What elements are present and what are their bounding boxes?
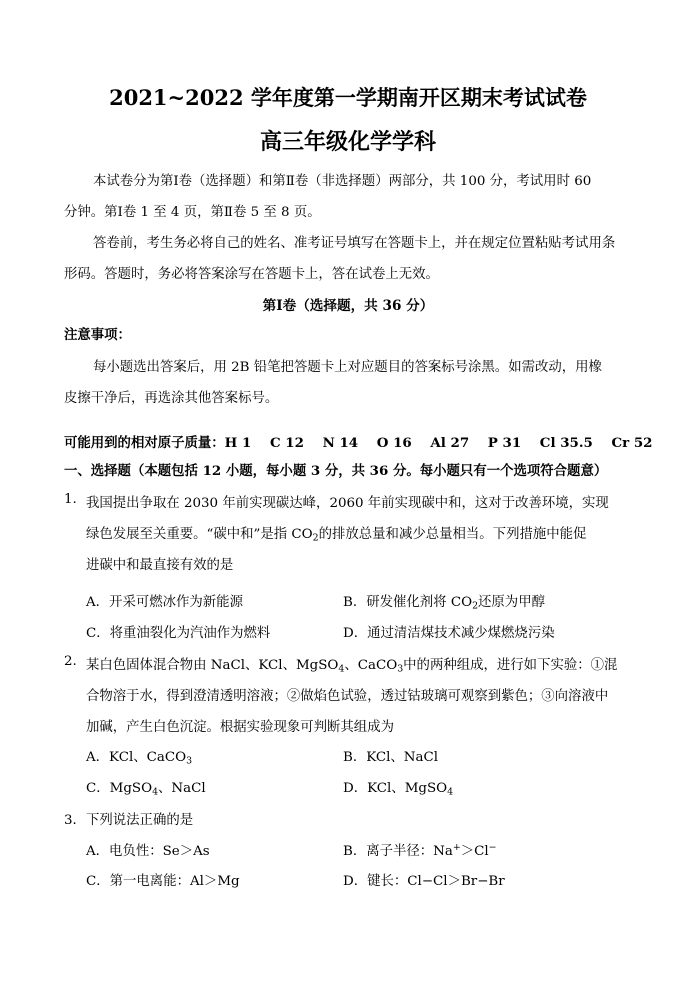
q3-option-c: C．第一电离能：Al＞Mg xyxy=(86,874,240,889)
q3-number: 3． xyxy=(64,813,86,828)
subject-title: 高三年级化学学科 xyxy=(259,129,436,155)
intro-line-2: 分钟。第Ⅰ卷 1 至 4 页，第Ⅱ卷 5 至 8 页。 xyxy=(64,205,321,220)
q2-option-b: B．KCl、NaCl xyxy=(343,750,439,765)
q3-stem: 下列说法正确的是 xyxy=(86,813,194,828)
q1-stem-line-3: 进碳中和最直接有效的是 xyxy=(86,558,234,573)
section-title: 第Ⅰ卷（选择题，共 36 分） xyxy=(262,298,434,314)
notice-label: 注意事项： xyxy=(64,327,131,343)
exam-title: 2021~2022 学年度第一学期南开区期末考试试卷 xyxy=(109,85,587,110)
q3-option-d: D．键长：Cl−Cl＞Br−Br xyxy=(343,874,505,889)
q1-option-b: B．研发催化剂将 $CO_2$还原为甲醇 xyxy=(343,595,545,612)
q2-option-c: C．MgSO$_4$、NaCl xyxy=(86,781,206,798)
q2-option-a: A．KCl、CaCO$_3$ xyxy=(86,750,193,767)
part-title: 一、选择题（本题包括 12 小题，每小题 3 分，共 36 分。每小题只有一个选项符合题意） xyxy=(64,463,608,479)
q3-option-b: B．离子半径：Na+＞Cl− xyxy=(343,841,497,859)
intro-line-3: 答卷前，考生务必将自己的姓名、准考证号填写在答题卡上，并在规定位置粘贴考试用条 xyxy=(93,236,616,251)
intro-line-4: 形码。答题时，务必将答案涂写在答题卡上，答在试卷上无效。 xyxy=(64,267,439,282)
q1-stem-line-1: 我国提出争取在 2030 年前实现碳达峰，2060 年前实现碳中和，这对于改善环境，实现 xyxy=(86,496,609,511)
q2-stem-line-1: 某白色固体混合物由 NaCl、KCl、MgSO$_4$、CaCO$_3$中的两种组成，进行如下实验：①混 xyxy=(86,658,618,675)
intro-line-1: 本试卷分为第Ⅰ卷（选择题）和第Ⅱ卷（非选择题）两部分，共 100 分，考试用时 60 xyxy=(93,174,592,189)
q3-option-a: A．电负性：Se＞As xyxy=(86,844,210,859)
q2-number: 2. xyxy=(64,654,77,669)
q1-option-c: C．将重油裂化为汽油作为燃料 xyxy=(86,626,271,641)
q2-option-d: D．KCl、MgSO$_4$ xyxy=(343,781,454,798)
q1-option-d: D．通过清洁煤技术减少煤燃烧污染 xyxy=(343,626,555,641)
q2-stem-line-3: 加碱，产生白色沉淀。根据实验现象可判断其组成为 xyxy=(86,720,394,735)
q1-number: 1. xyxy=(64,492,77,507)
q1-option-a: A．开采可燃冰作为新能源 xyxy=(86,595,243,610)
notice-line-1: 每小题选出答案后，用 2B 铅笔把答题卡上对应题目的答案标号涂黑。如需改动，用橡 xyxy=(93,360,602,375)
atomic-mass-line: 可能用到的相对原子质量：H 1 C 12 N 14 O 16 Al 27 P 31 Cl 35.5 Cr 52 xyxy=(64,435,653,451)
q1-stem-line-2: 绿色发展至关重要。“碳中和”是指 $CO_2$的排放总量和减少总量相当。下列措施中能促 xyxy=(86,527,587,544)
q2-stem-line-2: 合物溶于水，得到澄清透明溶液；②做焰色试验，透过钴玻璃可观察到紫色；③向溶液中 xyxy=(86,689,609,704)
notice-line-2: 皮擦干净后，再选涂其他答案标号。 xyxy=(64,391,279,406)
